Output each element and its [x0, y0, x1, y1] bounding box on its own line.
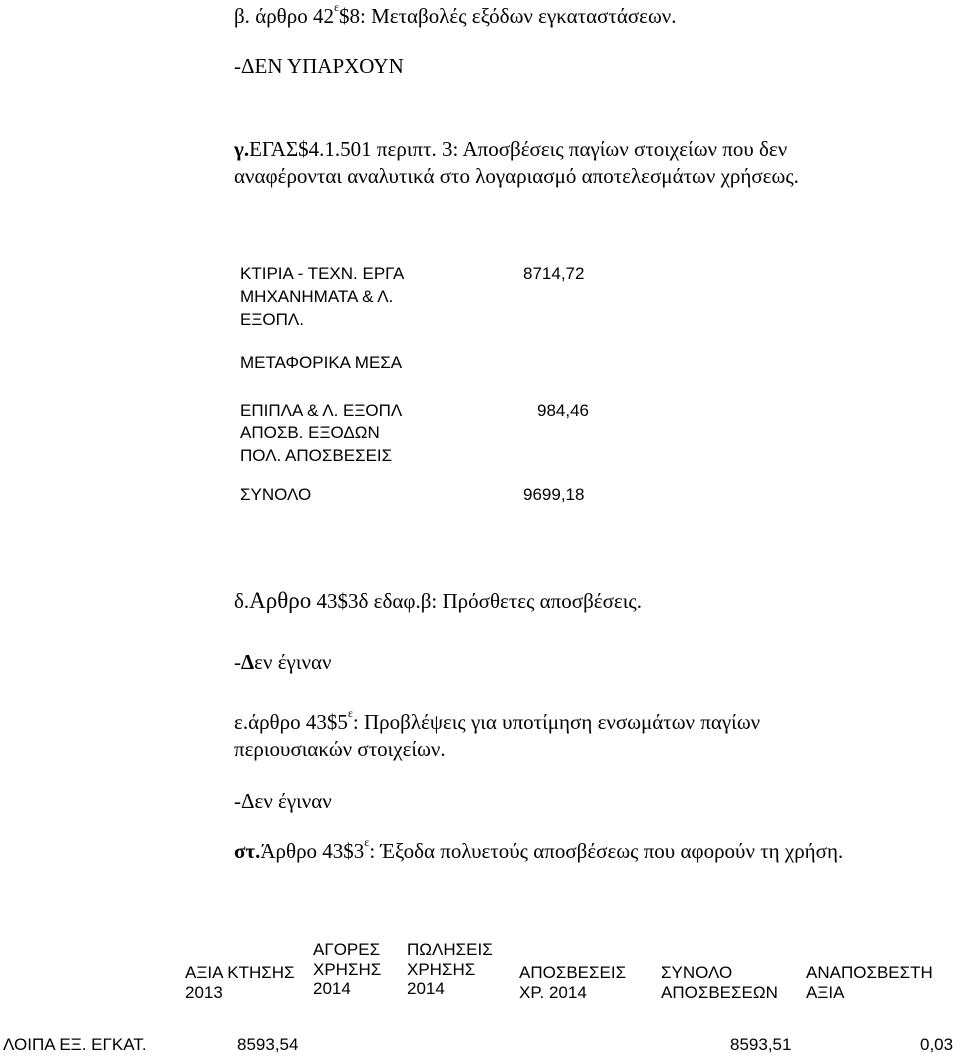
note-bold-letter: Δ [241, 650, 255, 674]
section-letter: ε. [234, 710, 249, 734]
summary-residual-value: 0,03 [920, 1035, 954, 1054]
col-header-line: 2014 [313, 979, 351, 999]
section-letter: γ. [234, 137, 250, 161]
section-letter: δ. [234, 589, 250, 613]
col-header-line: ΑΞΙΑ ΚΤΗΣΗΣ [185, 963, 295, 982]
col-header-line: ΑΠΟΣΒΕΣΕΙΣ [519, 963, 627, 982]
section-d-word: Αρθρο [249, 588, 312, 613]
section-e-heading [234, 706, 761, 734]
summary-total-depreciation-value: 8593,51 [730, 1035, 792, 1054]
col-header-line: ΑΞΙΑ [806, 982, 845, 1002]
dep-row-label: ΜΕΤΑΦΟΡΙΚΑ ΜΕΣΑ [240, 353, 403, 372]
dep-row-label: ΜΗΧΑΝΗΜΑΤΑ & Λ. [240, 287, 394, 306]
section-d-title: 43$3δ εδαφ.β: Πρόσθετες αποσβέσεις. [311, 589, 642, 613]
superscript: ε [333, 0, 340, 14]
col-header-line: ΧΡΗΣΗΣ [313, 959, 382, 979]
col-header-acquisition [185, 963, 295, 1002]
section-b-title: $8: Μεταβολές εξόδων εγκαταστάσεων. [339, 4, 677, 28]
section-d-note [234, 650, 331, 674]
col-header-line: ΑΓΟΡΕΣ [313, 940, 381, 959]
section-letter: στ. [234, 839, 261, 863]
section-c-line1: ΕΓΑΣ$4.1.501 περιπτ. 3: Αποσβέσεις παγίων στοιχείων που δεν [249, 137, 788, 161]
section-b-heading [234, 0, 677, 28]
col-header-line: ΑΠΟΣΒΕΣΕΩΝ [661, 982, 778, 1002]
col-header-line: 2014 [407, 979, 445, 999]
section-st-heading [234, 835, 844, 863]
dep-total-value: 9699,18 [523, 485, 585, 504]
superscript: ε [364, 835, 370, 849]
section-e-line2: περιουσιακών στοιχείων. [234, 737, 446, 761]
section-b-note: -ΔΕΝ ΥΠΑΡΧΟΥΝ [234, 54, 404, 78]
col-header-line: ΠΩΛΗΣΕΙΣ [407, 940, 493, 959]
col-header-sales [407, 940, 493, 999]
dep-row-value: 984,46 [537, 401, 589, 420]
section-e-title: : Προβλέψεις για υποτίμηση ενσωμάτων παγίων [352, 710, 761, 734]
dep-row-label: ΚΤΙΡΙΑ - ΤΕΧΝ. ΕΡΓΑ [240, 264, 405, 283]
col-header-line: 2013 [185, 982, 223, 1002]
col-header-purchases [313, 940, 381, 999]
dep-total-label: ΣΥΝΟΛΟ [240, 485, 312, 504]
dep-row-label-cont: ΠΟΛ. ΑΠΟΣΒΕΣΕΙΣ [240, 446, 393, 465]
superscript: ε [347, 706, 353, 720]
dep-row-value: 8714,72 [523, 264, 585, 283]
col-header-depreciation [519, 963, 626, 1002]
note-dash: - [234, 650, 241, 674]
dep-row-label-cont: ΕΞΟΠΛ. [240, 310, 304, 329]
section-st-title: : Έξοδα πολυετούς αποσβέσεως που αφορούν τη χρήση. [369, 839, 844, 863]
note-text: εν έγιναν [254, 650, 332, 674]
col-header-line: ΣΥΝΟΛΟ [661, 963, 733, 982]
col-header-line: ΑΝΑΠΟΣΒΕΣΤΗ [806, 963, 933, 982]
dep-row-label: ΑΠΟΣΒ. ΕΞΟΔΩΝ [240, 423, 380, 442]
summary-row-label: ΛΟΙΠΑ ΕΞ. ΕΓΚΑΤ. [3, 1035, 147, 1054]
col-header-residual [806, 963, 933, 1002]
section-b-prefix: άρθρο 42 [255, 4, 334, 28]
dep-row-label: ΕΠΙΠΛΑ & Λ. ΕΞΟΠΛ [240, 401, 403, 420]
section-c-line2: αναφέρονται αναλυτικά στο λογαριασμό αποτελεσμάτων χρήσεως. [234, 164, 799, 188]
col-header-line: ΧΡΗΣΗΣ [407, 959, 476, 979]
col-header-total-depreciation [661, 963, 778, 1002]
summary-acquisition-value: 8593,54 [237, 1035, 299, 1054]
section-st-prefix: Άρθρο 43$3 [260, 839, 365, 863]
col-header-line: ΧΡ. 2014 [519, 982, 587, 1002]
section-e-prefix: άρθρο 43$5 [248, 710, 348, 734]
section-d-heading [234, 588, 642, 614]
section-c-heading [234, 137, 787, 161]
section-letter: β. [234, 4, 250, 28]
section-e-note: -Δεν έγιναν [234, 789, 332, 813]
